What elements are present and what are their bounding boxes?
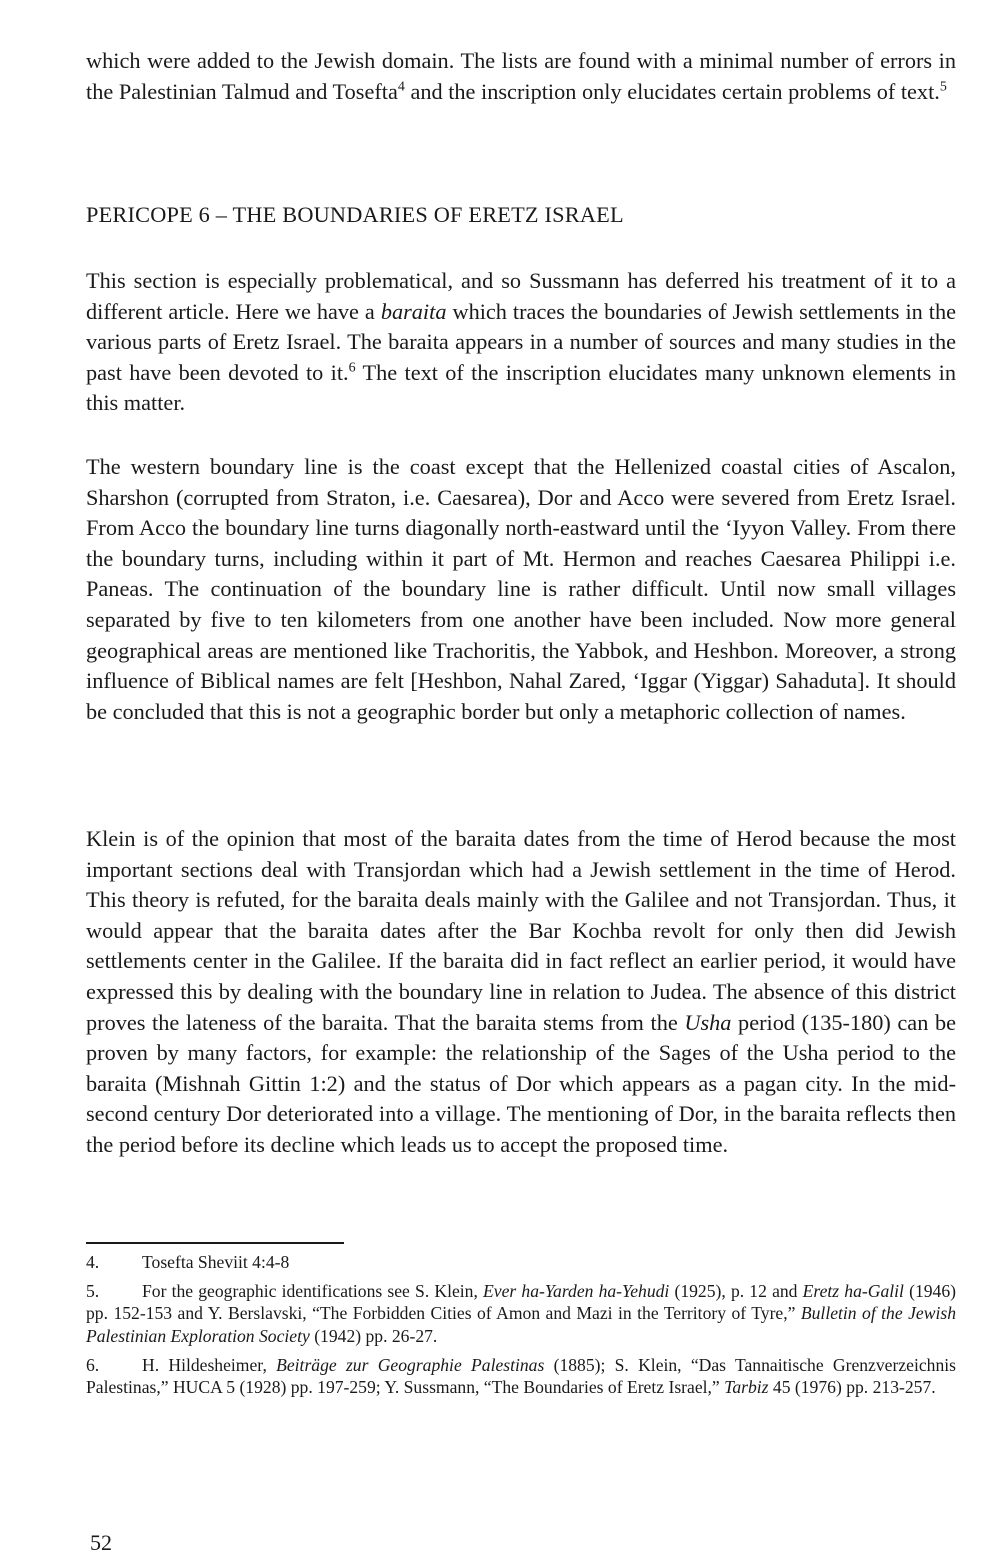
footnote-number: 4.	[86, 1252, 100, 1272]
page-number: 52	[90, 1530, 112, 1555]
paragraph-2: The western boundary line is the coast except that the Hellenized coastal cities of Ascalon, Sharshon (corrupted from Straton, i.e. Caesarea), Dor and Acco were severed from Eretz Israel. From Acco the boundary line turns diagonally north-eastward until the ‘Iyyon Valley. From there the boundary turns, including within it part of Mt. Hermon and reaches Caesarea Philippi i.e. Paneas. The continuation of the boundary line is rather difficult. Until now small villages separated by five to ten kilometers from one another have been included. Now more general geographical areas are mentioned like Trachoritis, the Yabbok, and Heshbon. Moreover, a strong influence of Biblical names are felt [Heshbon, Nahal Zared, ‘Iggar (Yiggar) Sahaduta]. It should be concluded that this is not a geographic border but only a metaphoric collection of names.	[86, 454, 956, 724]
footnote-number: 5.	[86, 1281, 100, 1302]
footnote-text: (1942) pp. 26-27.	[309, 1325, 438, 1346]
footnote-5	[86, 1280, 956, 1347]
footnote-ref-5[interactable]: 5	[939, 79, 947, 95]
footnote-italic: Eretz ha-Galil	[802, 1281, 904, 1302]
intro-text-2: and the inscription only elucidates certain problems of text.	[404, 78, 940, 104]
intro-paragraph	[86, 46, 956, 107]
paragraph-3-text-1: Klein is of the opinion that most of the baraita dates from the time of Herod because the most important sections deal with Transjordan which had a Jewish settlement in the time of Herod. This theory is refuted, for the baraita deals mainly with the Galilee and not Transjordan. Thus, it would appear that the baraita dates after the Bar Kochba revolt for only then did Jewish settlements center in the Galilee. If the baraita did in fact reflect an earlier period, it would have expressed this by dealing with the boundary line in relation to Judea. The absence of this district proves the lateness of the baraita. That the baraita stems from the	[86, 826, 956, 1035]
footnote-number: 6.	[86, 1354, 100, 1375]
footnote-6	[86, 1354, 956, 1398]
footnote-text: 45 (1976) pp. 213-257.	[768, 1377, 936, 1398]
footnote-text: Tosefta Sheviit 4:4-8	[142, 1252, 290, 1272]
section-heading: PERICOPE 6 – THE BOUNDARIES OF ERETZ ISRAEL	[86, 202, 624, 227]
footnote-text: (1925), p. 12 and	[669, 1281, 803, 1302]
footnote-ref-4[interactable]: 4	[397, 79, 405, 95]
footnote-text: H. Hildesheimer,	[142, 1354, 277, 1375]
paragraph-3-italic: Usha	[684, 1009, 732, 1035]
footnote-italic: Tarbiz	[724, 1377, 769, 1398]
paragraph-1-italic: baraita	[380, 298, 447, 324]
footnote-ref-6[interactable]: 6	[348, 360, 356, 376]
footnote-text: (1885); S. Klein, “Das Tannaitische Grenzverzeichnis Palestinas,” HUCA 5 (1928) pp. 197-259; Y. Sussmann, “The Boundaries of Eretz Israel,”	[86, 1354, 956, 1398]
footnote-italic: Bulletin of the Jewish Palestinian Exploration Society	[86, 1303, 956, 1346]
footnotes	[86, 1251, 956, 1405]
footnote-italic: Ever ha-Yarden ha-Yehudi	[483, 1281, 670, 1302]
paragraph-3	[86, 824, 956, 1161]
paragraph-1-text-1: This section is especially problematical, and so Sussmann has deferred his treatment of it to a different article. Here we have a	[86, 268, 956, 324]
paragraph-1-text-3: The text of the inscription elucidates many unknown elements in this matter.	[86, 359, 956, 416]
paragraph-3-text-2: period (135-180) can be proven by many factors, for example: the relationship of the Sages of the Usha period to the baraita (Mishnah Gittin 1:2) and the status of Dor which appears as a pagan city. In the mid-second century Dor deteriorated into a village. The mentioning of Dor, in the baraita reflects then the period before its decline which leads us to accept the proposed time.	[86, 1009, 956, 1157]
footnote-divider	[86, 1242, 344, 1244]
paragraph-1	[86, 266, 956, 419]
footnote-text: For the geographic identifications see S. Klein,	[142, 1281, 484, 1302]
paragraph-1-text-2: which traces the boundaries of Jewish settlements in the various parts of Eretz Israel. The baraita appears in a number of sources and many studies in the past have been devoted to it.	[86, 298, 957, 385]
footnote-italic: Beiträge zur Geographie Palestinas	[276, 1354, 545, 1375]
intro-text-1: which were added to the Jewish domain. The lists are found with a minimal number of errors in the Palestinian Talmud and Tosefta	[86, 48, 956, 104]
footnote-4	[86, 1251, 956, 1273]
footnote-text: (1946) pp. 152-153 and Y. Berslavski, “The Forbidden Cities of Amon and Mazi in the Territory of Tyre,”	[86, 1281, 956, 1324]
